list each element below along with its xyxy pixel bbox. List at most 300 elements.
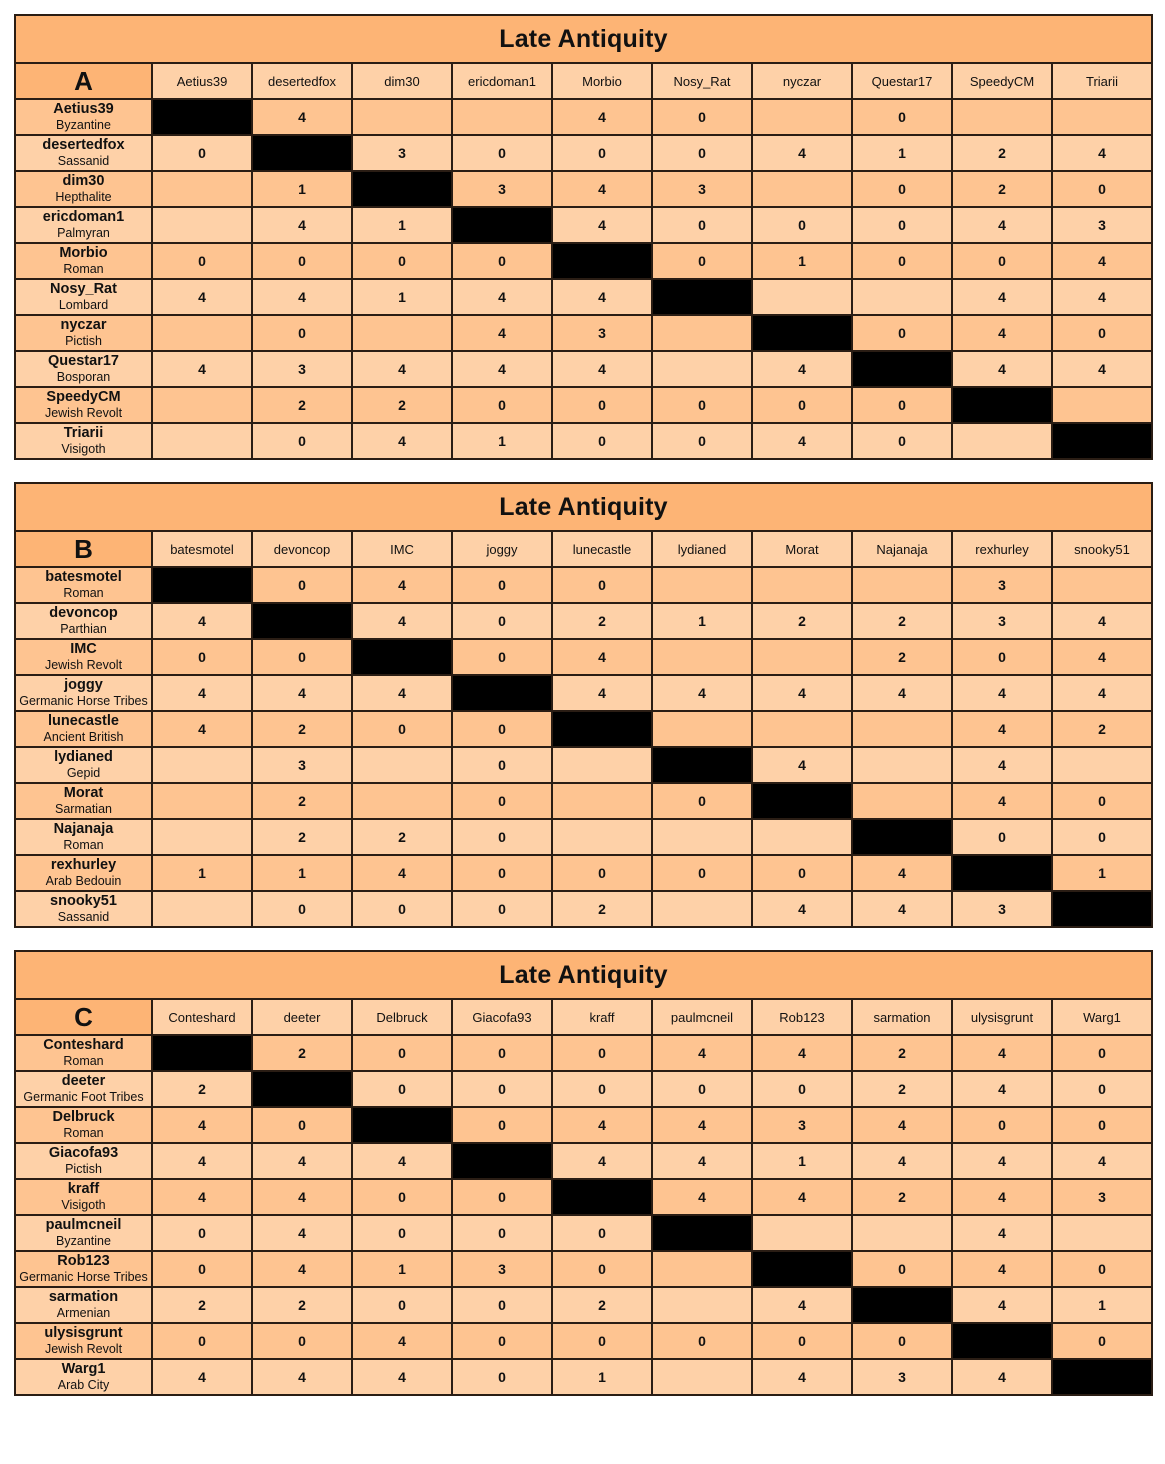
score-cell [752,279,852,315]
score-cell: 4 [552,351,652,387]
score-cell: 4 [452,315,552,351]
diagonal-blank-cell [652,279,752,315]
score-cell: 0 [352,1035,452,1071]
score-cell: 4 [252,1359,352,1395]
diagonal-blank-cell [552,711,652,747]
table-row [15,387,1152,423]
score-cell: 4 [752,1179,852,1215]
diagonal-blank-cell [1052,1359,1152,1395]
player-cell [15,351,152,387]
score-cell: 4 [652,675,752,711]
player-cell [15,243,152,279]
score-cell [652,819,752,855]
player-name: deeter [61,1073,106,1090]
column-header: lydianed [652,531,752,567]
player-cell [15,819,152,855]
score-cell: 4 [652,1107,752,1143]
table-row [15,351,1152,387]
score-cell: 4 [552,639,652,675]
table-row [15,135,1152,171]
player-cell [15,207,152,243]
score-cell [152,783,252,819]
column-header: deeter [252,999,352,1035]
column-header: Giacofa93 [452,999,552,1035]
player-name: Rob123 [57,1253,110,1270]
player-name: Najanaja [53,821,114,838]
score-cell: 0 [752,1071,852,1107]
score-cell [752,171,852,207]
column-header: Rob123 [752,999,852,1035]
table-row [15,639,1152,675]
score-cell: 0 [452,1107,552,1143]
column-header: Warg1 [1052,999,1152,1035]
score-cell: 4 [952,1071,1052,1107]
column-header: snooky51 [1052,531,1152,567]
score-cell: 0 [452,783,552,819]
player-cell [15,891,152,927]
score-cell: 0 [352,1215,452,1251]
score-cell [652,891,752,927]
score-cell [852,279,952,315]
score-cell: 2 [952,171,1052,207]
score-cell: 4 [552,171,652,207]
score-cell [652,315,752,351]
diagonal-blank-cell [752,783,852,819]
player-cell [15,1179,152,1215]
score-cell: 1 [1052,855,1152,891]
score-cell: 4 [352,1323,452,1359]
score-cell: 0 [552,387,652,423]
score-cell [352,315,452,351]
player-name: Questar17 [48,353,119,370]
player-cell [15,135,152,171]
diagonal-blank-cell [852,351,952,387]
score-cell: 0 [452,711,552,747]
score-cell: 4 [752,1035,852,1071]
score-cell: 0 [452,1071,552,1107]
score-cell: 0 [952,819,1052,855]
score-cell: 0 [452,1359,552,1395]
score-cell: 0 [752,1323,852,1359]
score-cell: 0 [852,315,952,351]
player-name: kraff [67,1181,100,1198]
player-civilization: Germanic Horse Tribes [19,693,148,708]
score-cell: 0 [952,639,1052,675]
score-cell: 0 [1052,1035,1152,1071]
player-civilization: Roman [63,837,104,852]
score-cell: 0 [152,135,252,171]
group-table-a [14,14,1153,460]
column-header: rexhurley [952,531,1052,567]
score-cell: 0 [952,1107,1052,1143]
score-cell: 4 [652,1035,752,1071]
score-cell: 0 [1052,1107,1152,1143]
score-cell [852,783,952,819]
player-civilization: Pictish [65,1161,102,1176]
table-row [15,1215,1152,1251]
score-cell: 2 [252,783,352,819]
score-cell: 4 [552,675,652,711]
score-cell [1052,567,1152,603]
table-row [15,1179,1152,1215]
player-name: rexhurley [50,857,117,874]
score-cell [652,567,752,603]
player-civilization: Germanic Foot Tribes [23,1089,144,1104]
score-cell: 3 [552,315,652,351]
score-cell: 2 [852,639,952,675]
score-cell: 0 [452,819,552,855]
score-cell: 4 [552,1107,652,1143]
score-cell: 0 [152,639,252,675]
score-cell: 0 [852,207,952,243]
player-civilization: Jewish Revolt [44,405,123,420]
player-name: devoncop [49,605,118,622]
score-cell: 0 [252,639,352,675]
diagonal-blank-cell [652,747,752,783]
player-name: batesmotel [45,569,122,586]
score-cell [1052,99,1152,135]
column-header: devoncop [252,531,352,567]
score-cell: 0 [652,1071,752,1107]
player-civilization: Roman [63,1053,104,1068]
score-cell [1052,387,1152,423]
score-cell: 1 [152,855,252,891]
score-cell: 0 [452,387,552,423]
diagonal-blank-cell [452,207,552,243]
table-row [15,747,1152,783]
player-cell [15,639,152,675]
score-cell: 1 [452,423,552,459]
score-cell: 0 [752,207,852,243]
player-cell [15,315,152,351]
player-name: sarmation [48,1289,119,1306]
player-civilization: Byzantine [56,1233,111,1248]
score-cell: 4 [152,279,252,315]
score-cell: 0 [852,99,952,135]
score-cell: 1 [552,1359,652,1395]
score-cell: 2 [852,1071,952,1107]
score-cell: 0 [952,243,1052,279]
player-name: joggy [64,677,103,694]
player-civilization: Sarmatian [55,801,112,816]
player-name: Morat [63,785,104,802]
table-row [15,1107,1152,1143]
diagonal-blank-cell [252,1071,352,1107]
group-label: A [15,63,152,99]
group-label: B [15,531,152,567]
score-cell: 4 [952,351,1052,387]
score-cell: 0 [1052,1323,1152,1359]
column-header: Conteshard [152,999,252,1035]
score-cell: 3 [352,135,452,171]
column-header: ulysisgrunt [952,999,1052,1035]
score-cell: 4 [952,207,1052,243]
score-cell: 0 [452,747,552,783]
diagonal-blank-cell [652,1215,752,1251]
score-cell: 4 [452,351,552,387]
score-cell: 4 [952,783,1052,819]
score-cell: 4 [1052,1143,1152,1179]
score-cell [652,1359,752,1395]
table-row [15,243,1152,279]
diagonal-blank-cell [152,567,252,603]
player-cell [15,279,152,315]
score-cell: 0 [552,567,652,603]
table-row [15,819,1152,855]
table-row [15,1359,1152,1395]
player-cell [15,99,152,135]
score-cell: 4 [752,747,852,783]
group-table-c [14,950,1153,1396]
score-cell: 4 [252,1251,352,1287]
column-header: Najanaja [852,531,952,567]
score-cell: 4 [952,711,1052,747]
score-cell: 0 [352,891,452,927]
score-cell: 4 [952,747,1052,783]
column-header: lunecastle [552,531,652,567]
score-cell: 0 [552,135,652,171]
player-name: dim30 [62,173,105,190]
score-cell: 4 [752,135,852,171]
score-cell: 0 [252,1107,352,1143]
score-cell: 4 [852,891,952,927]
score-cell: 4 [752,1359,852,1395]
score-cell [652,351,752,387]
score-cell: 4 [652,1143,752,1179]
column-header: Morbio [552,63,652,99]
score-cell: 0 [452,1179,552,1215]
player-civilization: Arab Bedouin [45,873,122,888]
player-cell [15,171,152,207]
diagonal-blank-cell [1052,423,1152,459]
player-civilization: Gepid [66,765,101,780]
table-title: Late Antiquity [15,15,1152,63]
score-cell: 0 [652,1323,752,1359]
player-civilization: Roman [63,1125,104,1140]
player-civilization: Visigoth [61,1197,106,1212]
score-cell: 0 [1052,1251,1152,1287]
score-cell: 0 [1052,315,1152,351]
score-cell: 0 [452,603,552,639]
column-header: Aetius39 [152,63,252,99]
score-cell: 1 [752,1143,852,1179]
player-civilization: Palmyran [57,225,110,240]
score-cell: 3 [952,891,1052,927]
score-cell: 4 [552,279,652,315]
score-cell: 4 [352,855,452,891]
score-cell: 4 [752,351,852,387]
player-name: paulmcneil [45,1217,122,1234]
player-cell [15,423,152,459]
score-cell: 0 [152,1323,252,1359]
score-cell: 4 [252,99,352,135]
score-cell: 0 [652,783,752,819]
score-cell: 4 [752,423,852,459]
score-cell [152,819,252,855]
score-cell [1052,747,1152,783]
score-cell: 4 [452,279,552,315]
score-cell: 0 [452,855,552,891]
player-civilization: Ancient British [43,729,124,744]
player-civilization: Germanic Horse Tribes [19,1269,148,1284]
score-cell: 2 [952,135,1052,171]
table-title: Late Antiquity [15,483,1152,531]
table-row [15,99,1152,135]
score-cell: 3 [652,171,752,207]
player-civilization: Sassanid [57,909,110,924]
score-cell: 2 [752,603,852,639]
results-tables [14,14,1153,1418]
score-cell: 0 [652,243,752,279]
score-cell [752,819,852,855]
score-cell: 2 [252,819,352,855]
score-cell: 4 [752,675,852,711]
score-cell: 0 [852,423,952,459]
score-cell: 0 [152,1251,252,1287]
diagonal-blank-cell [552,243,652,279]
player-civilization: Sassanid [57,153,110,168]
score-cell: 4 [1052,675,1152,711]
column-header: kraff [552,999,652,1035]
score-cell: 0 [252,891,352,927]
table-row [15,891,1152,927]
score-cell: 4 [1052,351,1152,387]
score-cell: 0 [452,1215,552,1251]
score-cell: 4 [752,1287,852,1323]
score-cell: 4 [1052,603,1152,639]
column-header: desertedfox [252,63,352,99]
score-cell: 0 [752,387,852,423]
player-civilization: Roman [63,585,104,600]
player-name: desertedfox [42,137,125,154]
score-cell: 3 [952,603,1052,639]
score-cell: 0 [552,1071,652,1107]
player-cell [15,1215,152,1251]
score-cell: 0 [852,1251,952,1287]
score-cell: 4 [152,711,252,747]
player-civilization: Jewish Revolt [44,657,123,672]
score-cell: 0 [652,387,752,423]
score-cell: 4 [852,1107,952,1143]
table-row [15,171,1152,207]
score-cell: 0 [552,1215,652,1251]
player-cell [15,1359,152,1395]
player-name: Morbio [59,245,108,262]
score-cell: 0 [452,1323,552,1359]
diagonal-blank-cell [452,1143,552,1179]
score-cell: 0 [1052,783,1152,819]
score-cell [552,747,652,783]
score-cell: 0 [1052,1071,1152,1107]
diagonal-blank-cell [752,315,852,351]
score-cell [952,99,1052,135]
score-cell [752,1215,852,1251]
score-cell: 4 [352,1143,452,1179]
player-name: nyczar [60,317,107,334]
score-cell: 4 [552,99,652,135]
score-cell: 2 [852,603,952,639]
player-name: ulysisgrunt [44,1325,123,1342]
score-cell: 4 [152,675,252,711]
score-cell: 4 [1052,243,1152,279]
score-cell: 0 [352,243,452,279]
score-cell: 4 [352,675,452,711]
score-cell: 4 [952,1287,1052,1323]
player-cell [15,603,152,639]
score-cell: 3 [452,171,552,207]
score-cell: 2 [352,387,452,423]
score-cell: 2 [252,711,352,747]
column-header: ericdoman1 [452,63,552,99]
score-cell: 4 [252,207,352,243]
score-cell: 0 [452,135,552,171]
score-cell: 2 [1052,711,1152,747]
diagonal-blank-cell [552,1179,652,1215]
table-row [15,315,1152,351]
score-cell: 1 [752,243,852,279]
score-cell: 0 [752,855,852,891]
score-cell: 4 [352,351,452,387]
score-cell: 3 [1052,1179,1152,1215]
diagonal-blank-cell [152,1035,252,1071]
score-cell: 4 [252,1215,352,1251]
column-header: nyczar [752,63,852,99]
score-cell: 1 [1052,1287,1152,1323]
score-cell: 2 [352,819,452,855]
diagonal-blank-cell [952,1323,1052,1359]
score-cell: 0 [252,423,352,459]
table-row [15,1143,1152,1179]
score-cell: 0 [852,171,952,207]
score-cell [1052,1215,1152,1251]
score-cell: 2 [252,1035,352,1071]
diagonal-blank-cell [352,1107,452,1143]
player-civilization: Arab City [57,1377,110,1392]
score-cell: 4 [652,1179,752,1215]
player-cell [15,675,152,711]
player-cell [15,1143,152,1179]
player-cell [15,1251,152,1287]
score-cell: 0 [452,891,552,927]
score-cell: 0 [552,423,652,459]
diagonal-blank-cell [152,99,252,135]
score-cell: 4 [152,1143,252,1179]
score-cell: 4 [152,1359,252,1395]
column-header: Nosy_Rat [652,63,752,99]
score-cell: 4 [1052,135,1152,171]
diagonal-blank-cell [852,819,952,855]
score-cell: 3 [852,1359,952,1395]
player-name: Warg1 [61,1361,106,1378]
table-row [15,423,1152,459]
score-cell [152,891,252,927]
score-cell: 2 [852,1035,952,1071]
table-row [15,207,1152,243]
score-cell: 2 [252,387,352,423]
column-header: SpeedyCM [952,63,1052,99]
score-cell [952,423,1052,459]
score-cell: 1 [352,1251,452,1287]
group-table-b [14,482,1153,928]
player-civilization: Hepthalite [55,189,112,204]
score-cell [752,567,852,603]
player-name: Nosy_Rat [50,281,117,298]
score-cell: 4 [252,1179,352,1215]
score-cell: 2 [852,1179,952,1215]
score-cell: 4 [352,567,452,603]
score-cell [652,639,752,675]
score-cell: 4 [152,351,252,387]
